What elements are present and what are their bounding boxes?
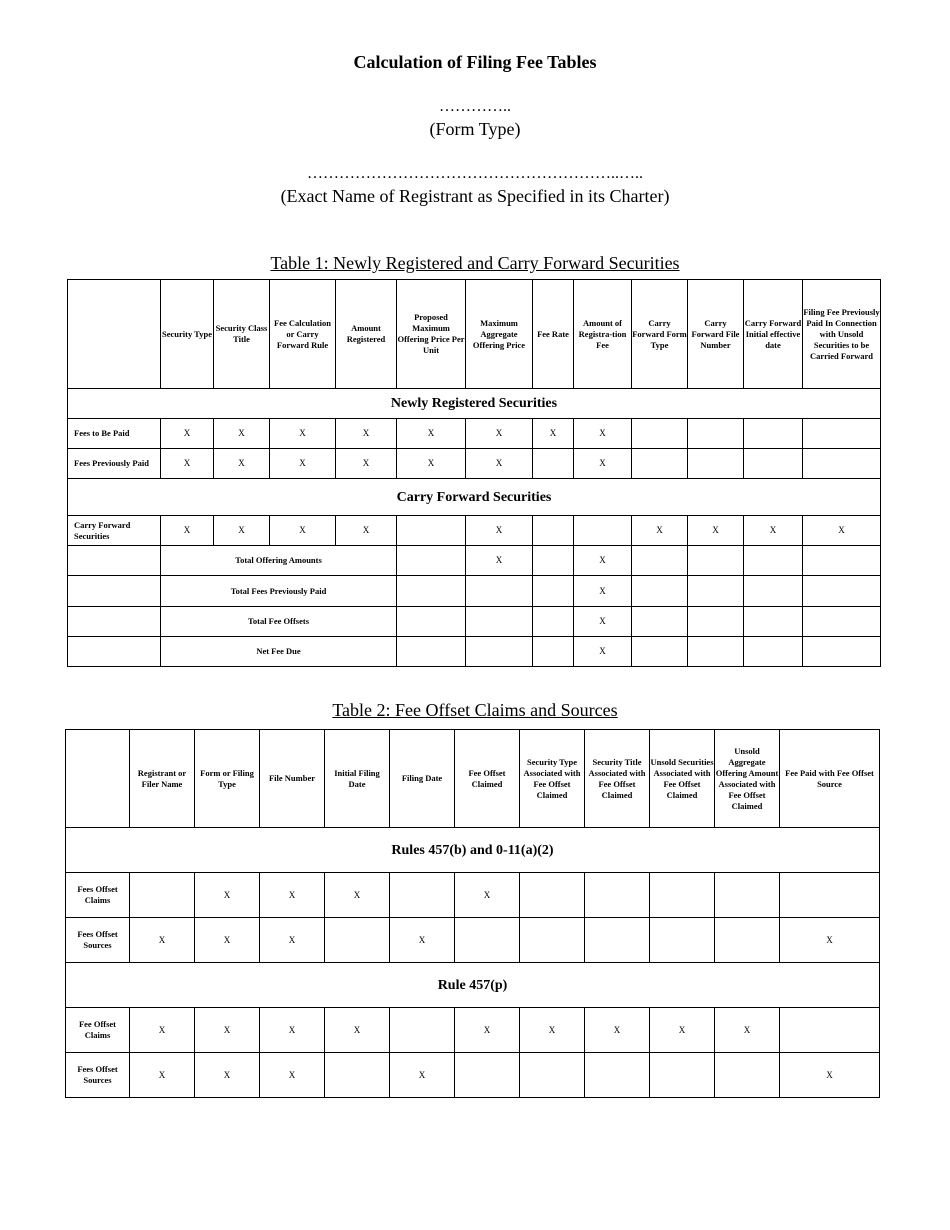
- cell-mark: X: [803, 516, 881, 546]
- cell-mark: X: [390, 918, 455, 963]
- table2-col-header: Initial Filing Date: [325, 730, 390, 828]
- cell-empty: [520, 1053, 585, 1098]
- table2-col-header: File Number: [260, 730, 325, 828]
- cell-empty: [455, 918, 520, 963]
- cell-mark: X: [455, 1008, 520, 1053]
- cell-mark: X: [574, 576, 632, 607]
- cell-empty: [715, 873, 780, 918]
- table2-col-header: Unsold Aggregate Offering Amount Associated with Fee Offset Claimed: [715, 730, 780, 828]
- cell-mark: X: [466, 449, 533, 479]
- cell-mark: X: [744, 516, 803, 546]
- cell-mark: X: [260, 873, 325, 918]
- table1-col-header: Proposed Maximum Offering Price Per Unit: [397, 280, 466, 389]
- table-row: [68, 419, 881, 449]
- cell-empty: [803, 546, 881, 576]
- cell-mark: X: [455, 873, 520, 918]
- cell-mark: X: [161, 516, 214, 546]
- cell-empty: [68, 546, 161, 576]
- cell-empty: [466, 576, 533, 607]
- cell-empty: [632, 637, 688, 667]
- cell-empty: [650, 918, 715, 963]
- cell-mark: X: [270, 516, 336, 546]
- cell-mark: X: [632, 516, 688, 546]
- cell-empty: [688, 546, 744, 576]
- table2-col-header: Security Title Associated with Fee Offset Claimed: [585, 730, 650, 828]
- section-newly-registered: Newly Registered Securities: [68, 389, 881, 419]
- row-label-fees-offset-sources: Fees Offset Sources: [66, 1053, 130, 1098]
- cell-mark: X: [574, 607, 632, 637]
- cell-empty: [130, 873, 195, 918]
- table1: [67, 279, 881, 667]
- table2-header-row: [66, 730, 880, 828]
- cell-mark: X: [161, 419, 214, 449]
- row-label-fees-offset-sources: Fees Offset Sources: [66, 918, 130, 963]
- table1-col-header: Maximum Aggregate Offering Price: [466, 280, 533, 389]
- table1-header-row: [68, 280, 881, 389]
- cell-empty: [632, 607, 688, 637]
- cell-mark: X: [195, 1008, 260, 1053]
- cell-empty: [325, 1053, 390, 1098]
- table-row: [66, 1053, 880, 1098]
- cell-empty: [688, 637, 744, 667]
- cell-empty: [632, 546, 688, 576]
- cell-empty: [650, 873, 715, 918]
- cell-empty: [533, 637, 574, 667]
- table2: [65, 729, 880, 1098]
- cell-empty: [585, 918, 650, 963]
- cell-mark: X: [520, 1008, 585, 1053]
- cell-mark: X: [397, 449, 466, 479]
- row-label-carry-forward: Carry Forward Securities: [68, 516, 161, 546]
- table-row: [66, 918, 880, 963]
- cell-empty: [533, 607, 574, 637]
- table-row: [68, 637, 881, 667]
- cell-mark: X: [214, 449, 270, 479]
- cell-empty: [397, 607, 466, 637]
- cell-mark: X: [533, 419, 574, 449]
- cell-empty: [780, 1008, 880, 1053]
- row-label-fees-to-be-paid: Fees to Be Paid: [68, 419, 161, 449]
- cell-empty: [585, 873, 650, 918]
- cell-empty: [744, 637, 803, 667]
- cell-mark: X: [574, 419, 632, 449]
- cell-mark: X: [574, 449, 632, 479]
- row-label-fees-previously-paid: Fees Previously Paid: [68, 449, 161, 479]
- cell-mark: X: [466, 419, 533, 449]
- cell-mark: X: [688, 516, 744, 546]
- cell-empty: [715, 918, 780, 963]
- cell-mark: X: [130, 918, 195, 963]
- cell-empty: [650, 1053, 715, 1098]
- table1-col-header: Security Class Title: [214, 280, 270, 389]
- table-row: [68, 516, 881, 546]
- cell-empty: [520, 873, 585, 918]
- cell-empty: [688, 419, 744, 449]
- cell-mark: X: [214, 516, 270, 546]
- cell-mark: X: [574, 637, 632, 667]
- cell-mark: X: [195, 1053, 260, 1098]
- cell-empty: [397, 546, 466, 576]
- cell-empty: [632, 419, 688, 449]
- cell-empty: [803, 607, 881, 637]
- cell-mark: X: [336, 449, 397, 479]
- cell-empty: [803, 449, 881, 479]
- cell-empty: [803, 576, 881, 607]
- cell-empty: [397, 576, 466, 607]
- cell-empty: [744, 546, 803, 576]
- cell-empty: [632, 576, 688, 607]
- total-offering-amounts-label: Total Offering Amounts: [161, 546, 397, 576]
- table1-col-header: Fee Rate: [533, 280, 574, 389]
- cell-empty: [466, 637, 533, 667]
- cell-mark: X: [270, 419, 336, 449]
- cell-empty: [632, 449, 688, 479]
- cell-mark: X: [130, 1053, 195, 1098]
- cell-empty: [520, 918, 585, 963]
- table2-col-header: Filing Date: [390, 730, 455, 828]
- cell-mark: X: [161, 449, 214, 479]
- cell-empty: [744, 576, 803, 607]
- cell-mark: X: [195, 873, 260, 918]
- cell-mark: X: [260, 918, 325, 963]
- cell-empty: [744, 419, 803, 449]
- row-label-fees-offset-claims: Fees Offset Claims: [66, 873, 130, 918]
- cell-mark: X: [397, 419, 466, 449]
- table-row: [68, 607, 881, 637]
- table1-col-header: Carry Forward Initial effective date: [744, 280, 803, 389]
- cell-mark: X: [650, 1008, 715, 1053]
- table-row: [66, 873, 880, 918]
- registrant-dots: …………………………………………………..…..: [307, 165, 643, 182]
- table2-header-blank: [66, 730, 130, 828]
- cell-mark: X: [270, 449, 336, 479]
- cell-empty: [715, 1053, 780, 1098]
- cell-mark: X: [585, 1008, 650, 1053]
- cell-mark: X: [336, 516, 397, 546]
- section-rule-457p: Rule 457(p): [66, 963, 880, 1008]
- table-row: [68, 449, 881, 479]
- cell-mark: X: [574, 546, 632, 576]
- table1-col-header: Carry Forward Form Type: [632, 280, 688, 389]
- cell-empty: [397, 516, 466, 546]
- page-title: Calculation of Filing Fee Tables: [353, 52, 597, 72]
- net-fee-due-label: Net Fee Due: [161, 637, 397, 667]
- cell-empty: [688, 607, 744, 637]
- cell-mark: X: [260, 1008, 325, 1053]
- cell-empty: [533, 576, 574, 607]
- cell-empty: [397, 637, 466, 667]
- total-fees-previously-paid-label: Total Fees Previously Paid: [161, 576, 397, 607]
- table1-col-header: Amount Registered: [336, 280, 397, 389]
- cell-empty: [803, 419, 881, 449]
- cell-empty: [803, 637, 881, 667]
- cell-mark: X: [390, 1053, 455, 1098]
- cell-empty: [325, 918, 390, 963]
- cell-mark: X: [260, 1053, 325, 1098]
- table1-header-blank: [68, 280, 161, 389]
- table1-col-header: Filing Fee Previously Paid In Connection with Unsold Securities to be Carried Forward: [803, 280, 881, 389]
- cell-empty: [533, 516, 574, 546]
- cell-empty: [744, 449, 803, 479]
- cell-empty: [533, 546, 574, 576]
- cell-empty: [466, 607, 533, 637]
- cell-empty: [688, 576, 744, 607]
- cell-mark: X: [466, 516, 533, 546]
- table2-col-header: Fee Offset Claimed: [455, 730, 520, 828]
- table2-caption: Table 2: Fee Offset Claims and Sources: [332, 700, 618, 720]
- cell-mark: X: [715, 1008, 780, 1053]
- section-carry-forward: Carry Forward Securities: [68, 479, 881, 516]
- cell-empty: [390, 873, 455, 918]
- cell-mark: X: [214, 419, 270, 449]
- cell-empty: [585, 1053, 650, 1098]
- cell-empty: [744, 607, 803, 637]
- table2-col-header: Unsold Securities Associated with Fee Offset Claimed: [650, 730, 715, 828]
- cell-empty: [68, 637, 161, 667]
- table-row: [66, 1008, 880, 1053]
- table2-col-header: Security Type Associated with Fee Offset Claimed: [520, 730, 585, 828]
- row-label-fee-offset-claims: Fee Offset Claims: [66, 1008, 130, 1053]
- table2-col-header: Registrant or Filer Name: [130, 730, 195, 828]
- table2-col-header: Fee Paid with Fee Offset Source: [780, 730, 880, 828]
- registrant-label: (Exact Name of Registrant as Specified in its Charter): [280, 186, 670, 206]
- cell-empty: [390, 1008, 455, 1053]
- section-rules-457b: Rules 457(b) and 0-11(a)(2): [66, 828, 880, 873]
- table1-col-header: Fee Calculation or Carry Forward Rule: [270, 280, 336, 389]
- table1-col-header: Security Type: [161, 280, 214, 389]
- total-fee-offsets-label: Total Fee Offsets: [161, 607, 397, 637]
- cell-empty: [574, 516, 632, 546]
- table-row: [68, 576, 881, 607]
- cell-mark: X: [130, 1008, 195, 1053]
- table1-col-header: Amount of Registra-tion Fee: [574, 280, 632, 389]
- table1-caption: Table 1: Newly Registered and Carry Forward Securities: [270, 253, 680, 273]
- cell-empty: [780, 873, 880, 918]
- table1-col-header: Carry Forward File Number: [688, 280, 744, 389]
- cell-mark: X: [780, 918, 880, 963]
- cell-mark: X: [336, 419, 397, 449]
- form-type-dots: …………..: [439, 98, 511, 115]
- cell-mark: X: [466, 546, 533, 576]
- table-row: [68, 546, 881, 576]
- cell-mark: X: [325, 873, 390, 918]
- form-type-label: (Form Type): [429, 119, 521, 139]
- cell-mark: X: [195, 918, 260, 963]
- cell-empty: [688, 449, 744, 479]
- cell-empty: [68, 576, 161, 607]
- cell-empty: [68, 607, 161, 637]
- cell-mark: X: [780, 1053, 880, 1098]
- cell-mark: X: [325, 1008, 390, 1053]
- cell-empty: [533, 449, 574, 479]
- table2-col-header: Form or Filing Type: [195, 730, 260, 828]
- cell-empty: [455, 1053, 520, 1098]
